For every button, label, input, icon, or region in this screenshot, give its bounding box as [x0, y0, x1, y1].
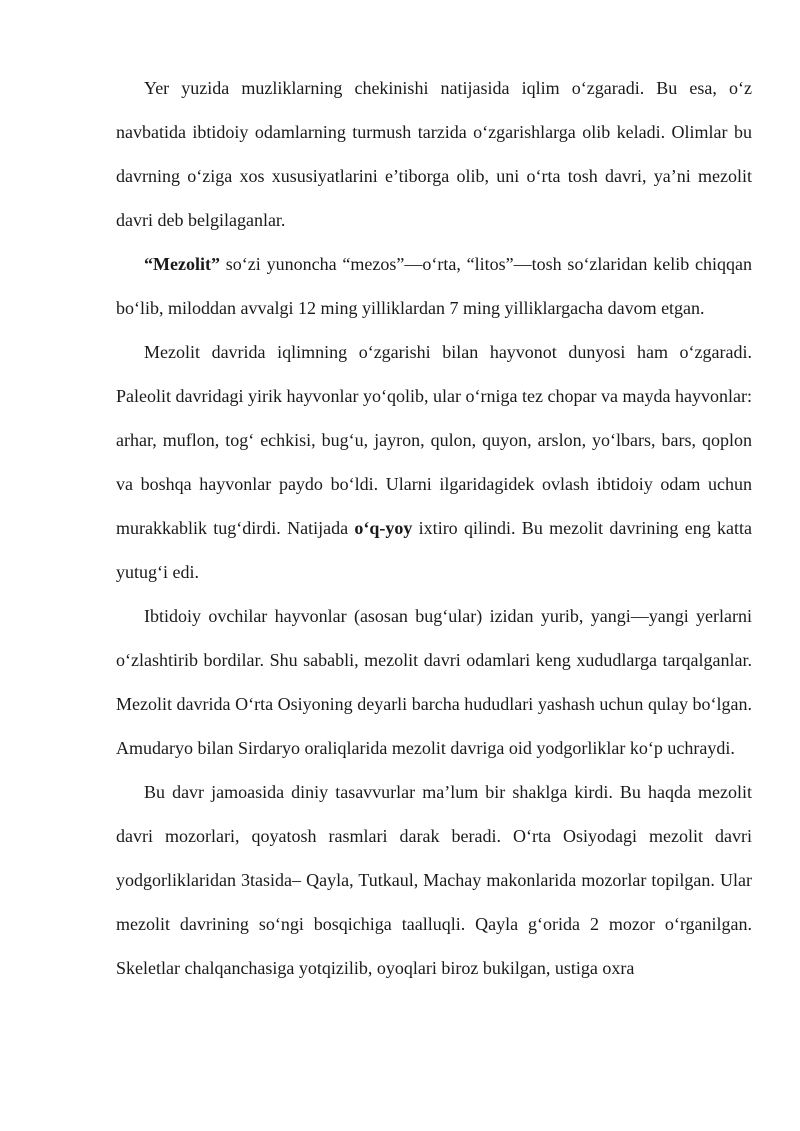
paragraph-text: Ibtidoiy ovchilar hayvonlar (asosan bug‘ular) izidan yurib, yangi—yangi yerlarni o‘zlashtirib bordilar. Shu sababli, mezolit davri odamlari keng xududlarga tarqalganlar. Mezolit davrida O‘rta Osiyoning deyarli barcha hududlari yashash uchun qulay bo‘lgan. Amudaryo bilan Sirdaryo oraliqlarida mezolit davriga oid yodgorliklar ko‘p uchraydi.: [116, 606, 752, 758]
document-body: [116, 66, 752, 990]
paragraph-beliefs: [116, 770, 752, 990]
term-oq-yoy: o‘q-yoy: [354, 518, 413, 538]
paragraph-fauna: [116, 330, 752, 594]
paragraph-intro: [116, 66, 752, 242]
paragraph-text: Mezolit davrida iqlimning o‘zgarishi bilan hayvonot dunyosi ham o‘zgaradi. Paleolit davridagi yirik hayvonlar yo‘qolib, ular o‘rniga tez chopar va mayda hayvonlar: arhar, muflon, tog‘ echkisi, bug‘u, jayron, qulon, quyon, arslon, yo‘lbars, bars, qoplon va boshqa hayvonlar paydo bo‘ldi. Ularni ilgaridagidek ovlash ibtidoiy odam uchun murakkablik tug‘dirdi. Natijada: [116, 342, 752, 538]
paragraph-text: Bu davr jamoasida diniy tasavvurlar ma’lum bir shaklga kirdi. Bu haqda mezolit davri mozorlari, qoyatosh rasmlari darak beradi. O‘rta Osiyodagi mezolit davri yodgorliklaridan 3tasida– Qayla, Tutkaul, Machay makonlarida mozorlar topilgan. Ular mezolit davrining so‘ngi bosqichiga taalluqli. Qayla g‘orida 2 mozor o‘rganilgan. Skeletlar chalqanchasiga yotqizilib, oyoqlari biroz bukilgan, ustiga oxra: [116, 782, 752, 978]
paragraph-text: ixtiro qilindi. Bu mezolit davrining eng katta yutug‘i edi.: [116, 518, 752, 582]
paragraph-text: Yer yuzida muzliklarning chekinishi natijasida iqlim o‘zgaradi. Bu esa, o‘z navbatida ibtidoiy odamlarning turmush tarzida o‘zgarishlarga olib keladi. Olimlar bu davrning o‘ziga xos xususiyatlarini e’tiborga olib, uni o‘rta tosh davri, ya’ni mezolit davri deb belgilaganlar.: [116, 78, 752, 230]
term-mezolit: “Mezolit”: [144, 254, 220, 274]
paragraph-text: so‘zi yunoncha “mezos”—o‘rta, “litos”—tosh so‘zlaridan kelib chiqqan bo‘lib, miloddan avvalgi 12 ming yilliklardan 7 ming yilliklargacha davom etgan.: [116, 254, 752, 318]
paragraph-mezolit-definition: [116, 242, 752, 330]
paragraph-hunters: [116, 594, 752, 770]
